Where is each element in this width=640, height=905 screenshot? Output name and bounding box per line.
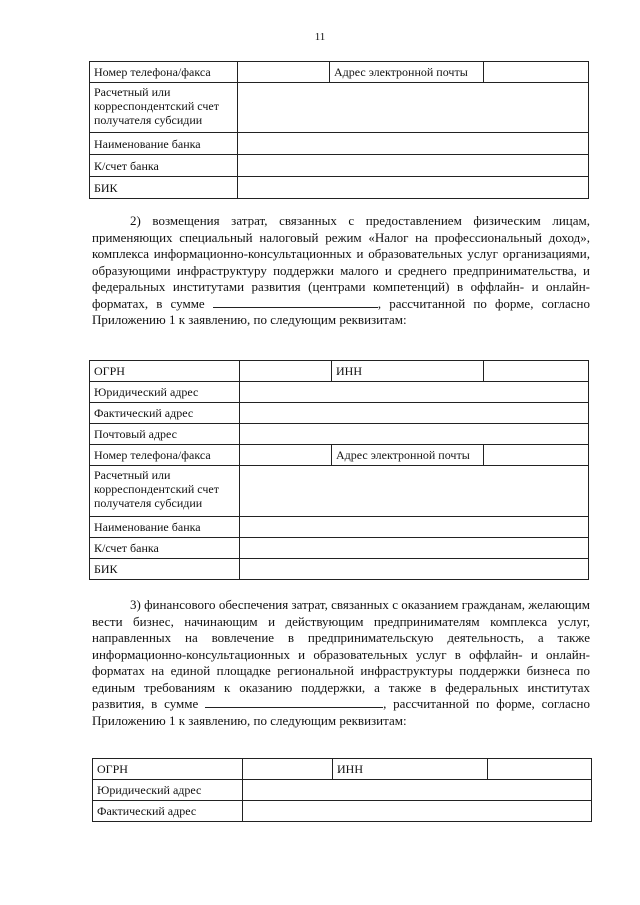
legal-address-label: Юридический адрес (90, 382, 240, 403)
requisites-table-2 (89, 360, 589, 580)
amount-blank-2[interactable] (213, 296, 378, 308)
phone-label: Номер телефона/факса (90, 62, 238, 83)
actual-address-label: Фактический адрес (90, 403, 240, 424)
bik-value[interactable] (238, 177, 589, 199)
phone-value[interactable] (240, 445, 332, 466)
paragraph-3 (92, 597, 590, 729)
actual-address-label: Фактический адрес (93, 801, 243, 822)
ogrn-value[interactable] (240, 361, 332, 382)
paragraph-3-tail: , рассчитанной по форме, согласно Приложению 1 к заявлению, по следующим реквизитам: (92, 696, 590, 728)
paragraph-2-text: 2) возмещения затрат, связанных с предоставлением физическим лицам, применяющих специальный налоговый режим «Налог на профессиональный доход», комплекса информационно-консультационных и образовательных услуг организациями, образующими инфраструктуру поддержки малого и среднего предпринимательства, и федеральных институтами развития (центрами компетенций) в оффлайн- и онлайн-форматах, в сумме (92, 213, 590, 311)
amount-blank-3[interactable] (205, 696, 383, 708)
ogrn-value[interactable] (243, 759, 333, 780)
email-label: Адрес электронной почты (332, 445, 484, 466)
account-value[interactable] (238, 83, 589, 133)
ogrn-label: ОГРН (90, 361, 240, 382)
phone-value[interactable] (238, 62, 330, 83)
email-label: Адрес электронной почты (330, 62, 484, 83)
corr-account-value[interactable] (240, 538, 589, 559)
bank-name-label: Наименование банка (90, 517, 240, 538)
paragraph-3-text: 3) финансового обеспечения затрат, связанных с оказанием гражданам, желающим вести бизнес, начинающим и действующим предпринимателям комплекса услуг, направленных на вовлечение в предпринимательскую деятельность, а также информационно-консультационных и образовательных услуг в оффлайн- и онлайн-форматах на единой площадке региональной инфраструктуры поддержки бизнеса по единым требованиям к оказанию поддержки, а также в федеральных институтах развития, в сумме (92, 597, 590, 711)
bank-name-label: Наименование банка (90, 133, 238, 155)
inn-label: ИНН (333, 759, 488, 780)
account-label: Расчетный или корреспондентский счет получателя субсидии (90, 466, 240, 517)
corr-account-label: К/счет банка (90, 538, 240, 559)
requisites-table-1 (89, 61, 589, 199)
postal-address-label: Почтовый адрес (90, 424, 240, 445)
paragraph-2-tail: , рассчитанной по форме, согласно Приложению 1 к заявлению, по следующим реквизитам: (92, 295, 591, 327)
bik-value[interactable] (240, 559, 589, 580)
legal-address-value[interactable] (243, 780, 592, 801)
account-label: Расчетный или корреспондентский счет получателя субсидии (90, 83, 238, 133)
legal-address-label: Юридический адрес (93, 780, 243, 801)
email-value[interactable] (484, 445, 589, 466)
actual-address-value[interactable] (240, 403, 589, 424)
bank-name-value[interactable] (240, 517, 589, 538)
ogrn-label: ОГРН (93, 759, 243, 780)
inn-value[interactable] (484, 361, 589, 382)
inn-label: ИНН (332, 361, 484, 382)
corr-account-value[interactable] (238, 155, 589, 177)
bik-label: БИК (90, 177, 238, 199)
account-value[interactable] (240, 466, 589, 517)
actual-address-value[interactable] (243, 801, 592, 822)
legal-address-value[interactable] (240, 382, 589, 403)
page-number: 11 (314, 31, 326, 43)
requisites-table-3 (92, 758, 592, 822)
bank-name-value[interactable] (238, 133, 589, 155)
phone-label: Номер телефона/факса (90, 445, 240, 466)
bik-label: БИК (90, 559, 240, 580)
inn-value[interactable] (488, 759, 592, 780)
corr-account-label: К/счет банка (90, 155, 238, 177)
postal-address-value[interactable] (240, 424, 589, 445)
paragraph-2 (92, 213, 590, 329)
email-value[interactable] (484, 62, 589, 83)
